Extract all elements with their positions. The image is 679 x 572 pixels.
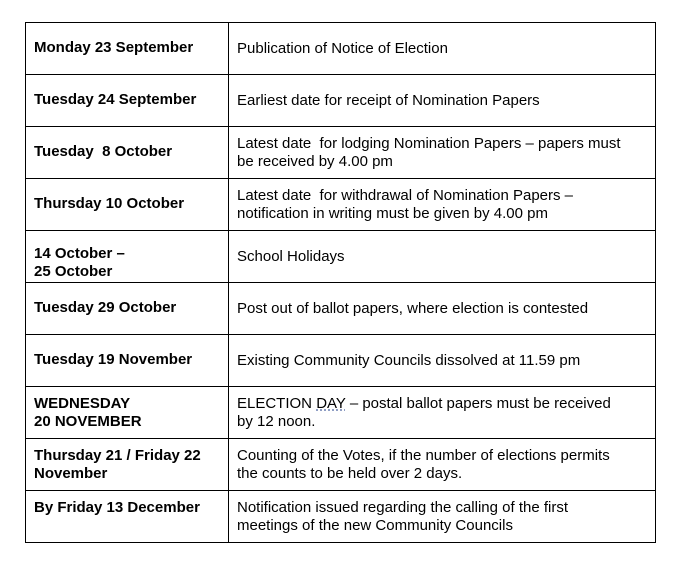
event-cell [229, 491, 656, 543]
event-cell [229, 439, 656, 491]
event-cell [229, 75, 656, 127]
date-cell [26, 387, 229, 439]
date-cell [26, 335, 229, 387]
date-text: November [34, 465, 108, 482]
table-row [26, 491, 656, 543]
date-text: WEDNESDAY [34, 395, 131, 412]
event-text: Existing Community Councils dissolved at 11.59 pm [237, 351, 581, 369]
date-text: Thursday 21 / Friday 22 [34, 447, 201, 464]
election-timetable [25, 22, 656, 543]
table-row [26, 127, 656, 179]
event-text: Latest date for lodging Nomination Papers – papers must [237, 134, 621, 152]
date-text: 20 NOVEMBER [34, 413, 142, 430]
date-text: Tuesday 8 October [34, 143, 173, 160]
date-text: Tuesday 29 October [34, 299, 177, 316]
date-cell [26, 491, 229, 543]
event-cell [229, 335, 656, 387]
event-text: by 12 noon. [237, 412, 316, 430]
date-cell [26, 127, 229, 179]
event-cell [229, 179, 656, 231]
table-row [26, 439, 656, 491]
event-cell [229, 231, 656, 283]
date-cell [26, 231, 229, 283]
date-cell [26, 179, 229, 231]
table-row [26, 179, 656, 231]
event-cell [229, 23, 656, 75]
date-text: By Friday 13 December [34, 499, 200, 516]
event-cell [229, 283, 656, 335]
event-text: Latest date for withdrawal of Nomination Papers – [237, 186, 574, 204]
date-text: 14 October – [34, 245, 125, 262]
event-text-suffix: – postal ballot papers must be received [345, 394, 611, 412]
event-cell [229, 127, 656, 179]
table-row [26, 75, 656, 127]
date-text: Tuesday 24 September [34, 91, 197, 108]
event-text: be received by 4.00 pm [237, 152, 393, 170]
event-text-underlined: DAY [316, 394, 346, 412]
event-text: meetings of the new Community Councils [237, 516, 513, 534]
event-text [237, 395, 647, 413]
date-cell [26, 75, 229, 127]
event-text: Post out of ballot papers, where election is contested [237, 299, 589, 317]
event-text: Counting of the Votes, if the number of elections permits [237, 446, 610, 464]
event-text: notification in writing must be given by 4.00 pm [237, 204, 548, 222]
date-cell [26, 23, 229, 75]
table-row [26, 231, 656, 283]
date-cell [26, 439, 229, 491]
table-row [26, 23, 656, 75]
event-text: the counts to be held over 2 days. [237, 464, 463, 482]
event-text: Earliest date for receipt of Nomination Papers [237, 91, 540, 109]
event-cell [229, 387, 656, 439]
table-row [26, 335, 656, 387]
date-cell [26, 283, 229, 335]
table-row [26, 283, 656, 335]
date-text: Thursday 10 October [34, 195, 185, 212]
event-text: School Holidays [237, 247, 345, 265]
date-text: 25 October [34, 263, 113, 280]
event-text: Publication of Notice of Election [237, 39, 448, 57]
event-text: Notification issued regarding the calling of the first [237, 498, 569, 516]
date-text: Tuesday 19 November [34, 351, 193, 368]
table-row [26, 387, 656, 439]
event-text-prefix: ELECTION [237, 394, 317, 412]
date-text: Monday 23 September [34, 39, 194, 56]
